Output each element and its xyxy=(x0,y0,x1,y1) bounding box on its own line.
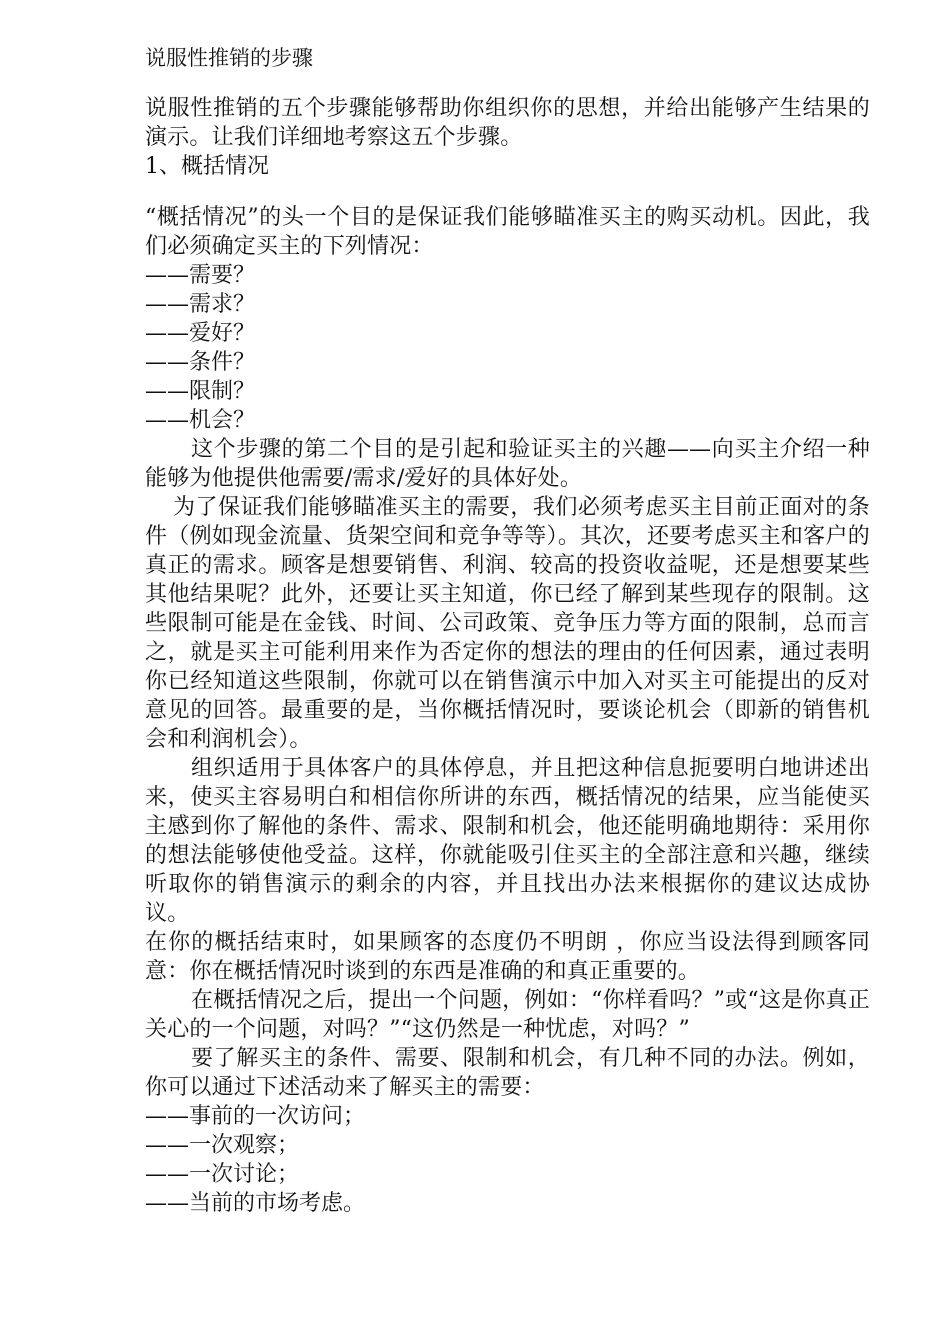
paragraph-organize: 组织适用于具体客户的具体停息，并且把这种信息扼要明白地讲述出来，使买主容易明白和相信你所讲的东西，概括情况的结果，应当能使买主感到你了解他的条件、需求、限制和机会，他还能明确地期待：采用你的想法能够使他受益。这样，你就能吸引住买主的全部注意和兴趣，继续听取你的销售演示的剩余的内容，并且找出办法来根据你的建议达成协议。 xyxy=(145,756,870,926)
paragraph-conditions: 为了保证我们能够瞄准买主的需要，我们必须考虑买主目前正面对的条件（例如现金流量、货架空间和竞争等等）。其次，还要考虑买主和客户的真正的需求。顾客是想要销售、利润、较高的投资收益呢，还是想要某些其他结果呢？此外，还要让买主知道，你已经了解到某些现存的限制。这些限制可能是在金钱、时间、公司政策、竞争压力等方面的限制，总而言之，就是买主可能利用来作为否定你的想法的理由的任何因素，通过表明你已经知道这些限制，你就可以在销售演示中加入对买主可能提出的反对意见的回答。最重要的是，当你概括情况时，要谈论机会（即新的销售机会和利润机会）。 xyxy=(145,495,870,752)
paragraph-methods: 要了解买主的条件、需要、限制和机会，有几种不同的办法。例如，你可以通过下述活动来了解买主的需要： xyxy=(145,1046,870,1100)
list-item: ——事前的一次访问； xyxy=(145,1104,366,1129)
list-item: ——爱好？ xyxy=(145,321,256,346)
paragraph-purpose: “概括情况”的头一个目的是保证我们能够瞄准买主的购买动机。因此，我们必须确定买主的下列情况： xyxy=(145,205,870,259)
needs-list xyxy=(145,261,870,435)
list-item: ——需求？ xyxy=(145,292,256,317)
intro-paragraph: 说服性推销的五个步骤能够帮助你组织你的思想，并给出能够产生结果的演示。让我们详细地考察这五个步骤。 xyxy=(145,96,870,150)
list-item: ——条件？ xyxy=(145,350,256,375)
list-item: ——需要？ xyxy=(145,263,256,288)
list-item: ——一次观察； xyxy=(145,1133,300,1158)
document-title: 说服性推销的步骤 xyxy=(145,46,313,70)
list-item: ——当前的市场考虑。 xyxy=(145,1191,366,1216)
list-item: ——机会？ xyxy=(145,408,256,433)
paragraph-summary-end: 在你的概括结束时，如果顾客的态度仍不明朗 ，你应当设法得到顾客同意：你在概括情况时谈到的东西是准确的和真正重要的。 xyxy=(145,930,870,984)
paragraph-second-purpose: 这个步骤的第二个目的是引起和验证买主的兴趣——向买主介绍一种能够为他提供他需要/需求/爱好的具体好处。 xyxy=(145,437,870,491)
list-item: ——一次讨论； xyxy=(145,1162,300,1187)
list-item: ——限制？ xyxy=(145,379,256,404)
section-heading: 1、概括情况 xyxy=(145,154,269,179)
paragraph-question: 在概括情况之后，提出一个问题，例如：“你样看吗？”或“这是你真正关心的一个问题，对吗？”“这仍然是一种忧虑，对吗？” xyxy=(145,988,870,1042)
methods-list xyxy=(145,1102,870,1218)
